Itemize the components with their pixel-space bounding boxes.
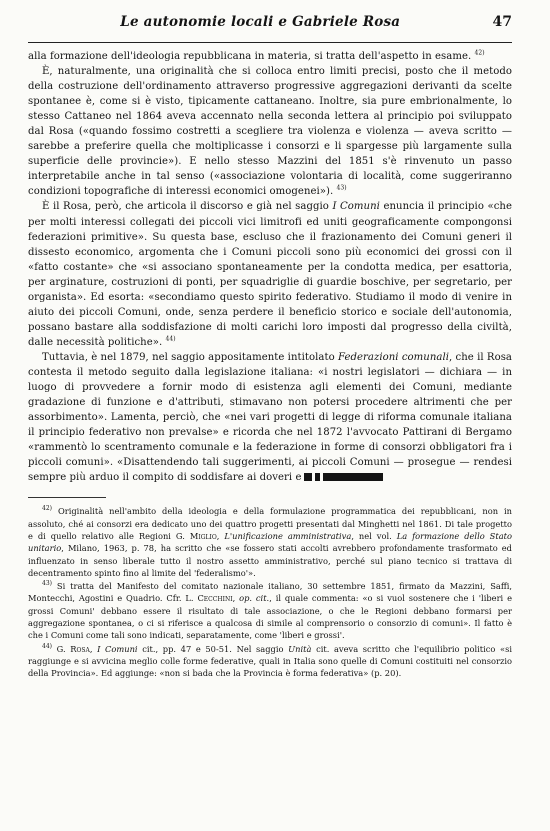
footnote-ref-43: 43) xyxy=(336,185,347,193)
footnote-44: $^{44)}$ G. Rosa, I Comuni cit., pp. 47 e 50-51. Nel saggio Unità cit. aveva scritto che l'equilibrio politico «si raggiunge e si avvicina meglio colle forme federative, quali in Italia sono quelle di Comuni costituiti nel consorzio della Provincia». Ed aggiunge: «non si bada che la Provincia è forma federativa» (p. 20). xyxy=(28,642,513,679)
work-title: Federazioni comunali xyxy=(337,351,450,363)
ink-smudge xyxy=(304,473,312,481)
work-title: I Comuni xyxy=(332,201,380,213)
footnote-43: $^{43)}$ Si tratta del Manifesto del comitato nazionale italiano, 30 settembre 1851, firmato da Mazzini, Saffi, Montecchi, Agostini e Quadrio. Cfr. L. Cecchini, op. cit., il quale commenta: «o si vuol sostenere che i 'liberi e grossi Comuni' debbano essere il risultato di tale associazione, o che le Regioni debbano formarsi per aggregazione spontanea, o ci si riferisce a qualcosa di simile al comprensorio o consorzio di comuni». Il fatto è che i Comuni come tali sono indicati, separatamente, come 'liberi e grossi'. xyxy=(28,580,513,641)
footnote-ref-42: 42) xyxy=(474,49,485,57)
ink-smudge xyxy=(323,473,383,481)
paragraph-4: Tuttavia, è nel 1879, nel saggio appositamente intitolato Federazioni comunali, che il Rosa contesta il metodo seguito dalla legislazione italiana: «i nostri legislatori — dichiara — in luogo di provvedere a fornir modo di esistenza agli elementi dei Comuni, mediante gradazione di funzione e d'attributi, stimavano non potersi procedere altrimenti che per assorbimento». Lamenta, perciò, che «nei vari progetti di legge di riforma comunale italiana il principio federativo non prevalse» e ricorda che nel 1872 l'avvocato Pattirani di Bergamo «rammentò lo scentramento comunale e la federazione in forme di consorzi obbligatori fra i piccoli comuni». «Disattendendo tali suggerimenti, ai piccoli Comuni — prosegue — rendesi sempre più arduo il compito di soddisfare ai doveri e xyxy=(28,351,513,484)
main-text xyxy=(28,49,512,485)
footnotes xyxy=(28,505,512,679)
header-rule xyxy=(28,42,512,43)
footnote-42: $^{42)}$ Originalità nell'ambito della ideologia e della formulazione programmatica dei repubblicani, non in assoluto, ché ai consorzi era dedicato uno dei quattro progetti presentati dal Minghetti nel 1861. Di tale progetto e di quello relativo alle Regioni G. Miglio, L'unificazione amministrativa, nel vol. La formazione dello Stato unitario, Milano, 1963, p. 78, ha scritto che «se fossero stati accolti avrebbero profondamente trasformato ed influenzato in senso liberale tutto il nostro assetto amministrativo, perché sul piano tecnico si trattava di decentramento spinto fino al limite del 'federalismo'». xyxy=(28,505,512,578)
paragraph-1: alla formazione dell'ideologia repubblicana in materia, si tratta dell'aspetto in esame. $^{42)}$ xyxy=(28,49,485,62)
paragraph-2: È, naturalmente, una originalità che si colloca entro limiti precisi, posto che il metodo della costruzione dell'ordinamento attraverso progressive aggregazioni derivanti da scelte spontanee è, come si è visto, tipicamente cattaneano. Inoltre, sia pure embrionalmente, lo stesso Cattaneo nel 1864 aveva accennato nella seconda lettera al principio poi sviluppato dal Rosa («quando fossimo costretti a scegliere tra violenza e violenza — aveva scritto — sarebbe a preferire quella che moltiplicasse i consorzi e li spargesse più largamente sulla superficie delle provincie»). E nello stesso Mazzini del 1851 s'è rinvenuto un passo interpretabile anche in tal senso («associazione volontaria di località, come suggeriranno condizioni topografiche di interessi economici omogenei»). $^{43)}$ xyxy=(28,66,512,198)
ink-smudge xyxy=(315,473,320,481)
page-number: 47 xyxy=(492,14,512,30)
running-header xyxy=(28,14,512,40)
running-title: Le autonomie locali e Gabriele Rosa xyxy=(120,14,401,30)
footnote-ref-44: 44) xyxy=(165,335,176,343)
paragraph-3: È il Rosa, però, che articola il discorso e già nel saggio I Comuni enuncia il principio «che per molti interessi collegati dei piccoli vici limitrofi ed uniti geograficamente compongonsi federazioni primitive». Su questa base, escluso che il frazionamento dei Comuni generi il dissesto economico, argomenta che i Comuni piccoli sono più economici dei grossi con il «fatto costante» che «si associano spontaneamente per la condotta medica, per esattoria, per arginature, costruzioni di ponti, per squadriglie di guardie boschive, per segretario, per organista». Ed esorta: «secondiamo questo spirito federativo. Studiamo il modo di venire in aiuto dei piccoli Comuni, onde, senza perdere il beneficio storico e sociale dell'autonomia, possano bastare alla soddisfazione di molti carichi loro imposti dal progresso della civiltà, dalle necessità politiche». $^{44)}$ xyxy=(28,201,512,348)
footnote-separator xyxy=(28,497,106,498)
